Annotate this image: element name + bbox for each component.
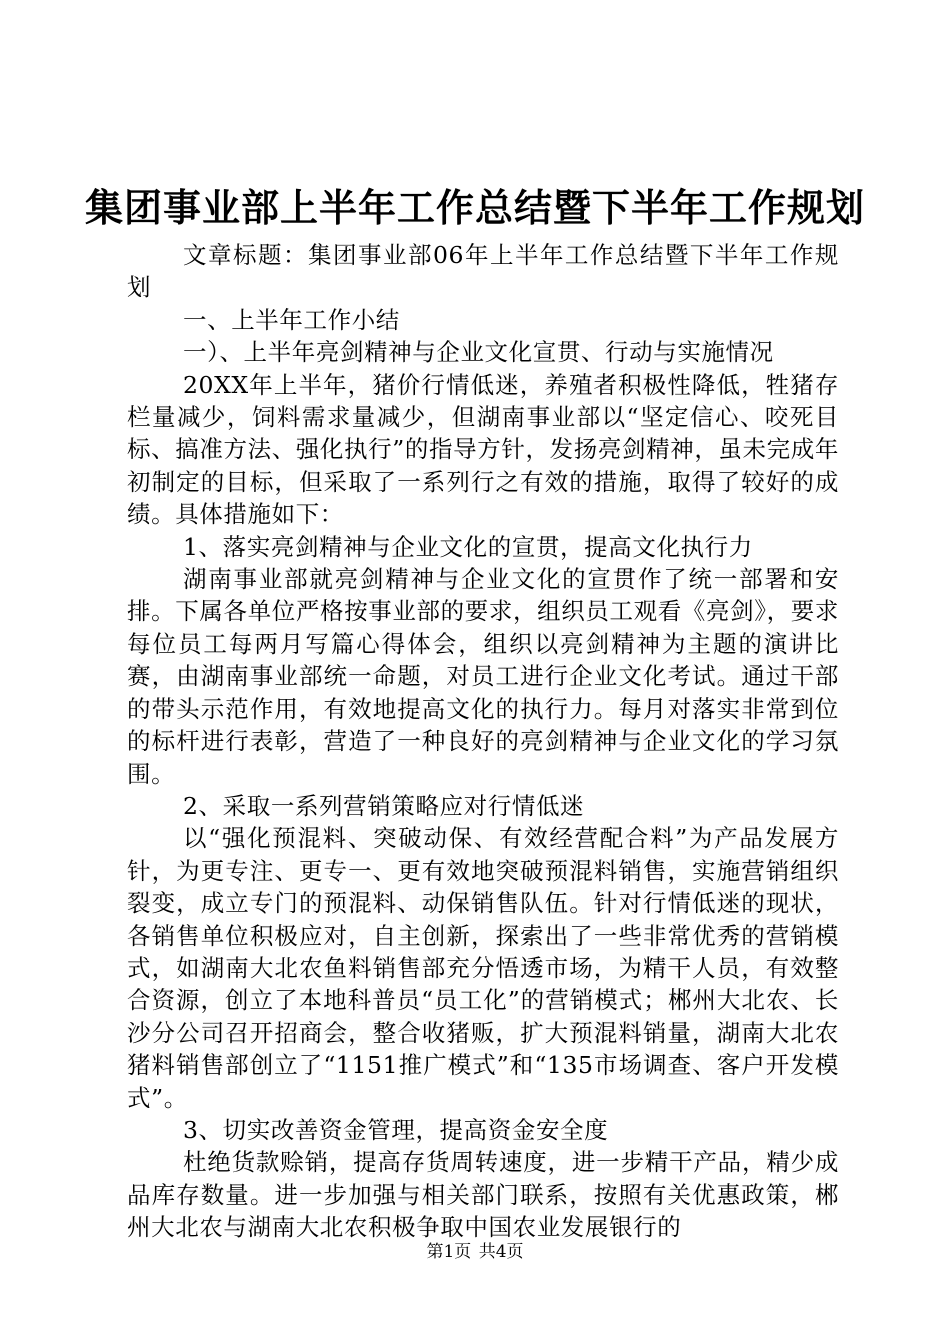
page-number: 第1页 xyxy=(426,1242,472,1262)
body-paragraph: 湖南事业部就亮剑精神与企业文化的宣贯作了统一部署和安排。下属各单位严格按事业部的要求，组织员工观看《亮剑》，要求每位员工每两月写篇心得体会，组织以亮剑精神为主题的演讲比赛，由湖南事业部统一命题，对员工进行企业文化考试。通过干部的带头示范作用，有效地提高文化的执行力。每月对落实非常到位的标杆进行表彰，营造了一种良好的亮剑精神与企业文化的学习氛围。 xyxy=(127,565,839,788)
body-paragraph: 20XX年上半年，猪价行情低迷，养殖者积极性降低，牲猪存栏量减少，饲料需求量减少，但湖南事业部以“坚定信心、咬死目标、搞准方法、强化执行”的指导方针，发扬亮剑精神，虽未完成年初制定的目标，但采取了一系列行之有效的措施，取得了较好的成绩。具体措施如下： xyxy=(127,370,839,529)
page-total: 共4页 xyxy=(478,1242,524,1262)
item-heading: 2、采取一系列营销策略应对行情低迷 xyxy=(183,791,585,820)
document-title: 集团事业部上半年工作总结暨下半年工作规划 xyxy=(84,186,865,230)
document-body xyxy=(127,239,839,1244)
body-paragraph: 杜绝货款赊销，提高存货周转速度，进一步精干产品，精少成品库存数量。进一步加强与相关部门联系，按照有关优惠政策，郴州大北农与湖南大北农积极争取中国农业发展银行的 xyxy=(127,1148,839,1242)
page-footer xyxy=(0,1241,950,1263)
body-paragraph: 以“强化预混料、突破动保、有效经营配合料”为产品发展方针，为更专注、更专一、更有效地突破预混料销售，实施营销组织裂变，成立专门的预混料、动保销售队伍。针对行情低迷的现状，各销售单位积极应对，自主创新，探索出了一些非常优秀的营销模式，如湖南大北农鱼料销售部充分悟透市场，为精干人员，有效整合资源，创立了本地科普员“员工化”的营销模式；郴州大北农、长沙分公司召开招商会，整合收猪贩，扩大预混料销量，湖南大北农猪料销售部创立了“1151推广模式”和“135市场调查、客户开发模式”。 xyxy=(127,824,839,1112)
section-heading: 一、上半年工作小结 xyxy=(183,305,400,334)
item-heading: 3、切实改善资金管理，提高资金安全度 xyxy=(183,1115,609,1144)
subsection-heading: 一）、上半年亮剑精神与企业文化宣贯、行动与实施情况 xyxy=(183,338,774,367)
article-heading-paragraph: 文章标题：集团事业部06年上半年工作总结暨下半年工作规划 xyxy=(127,241,839,302)
item-heading: 1、落实亮剑精神与企业文化的宣贯，提高文化执行力 xyxy=(183,532,753,561)
